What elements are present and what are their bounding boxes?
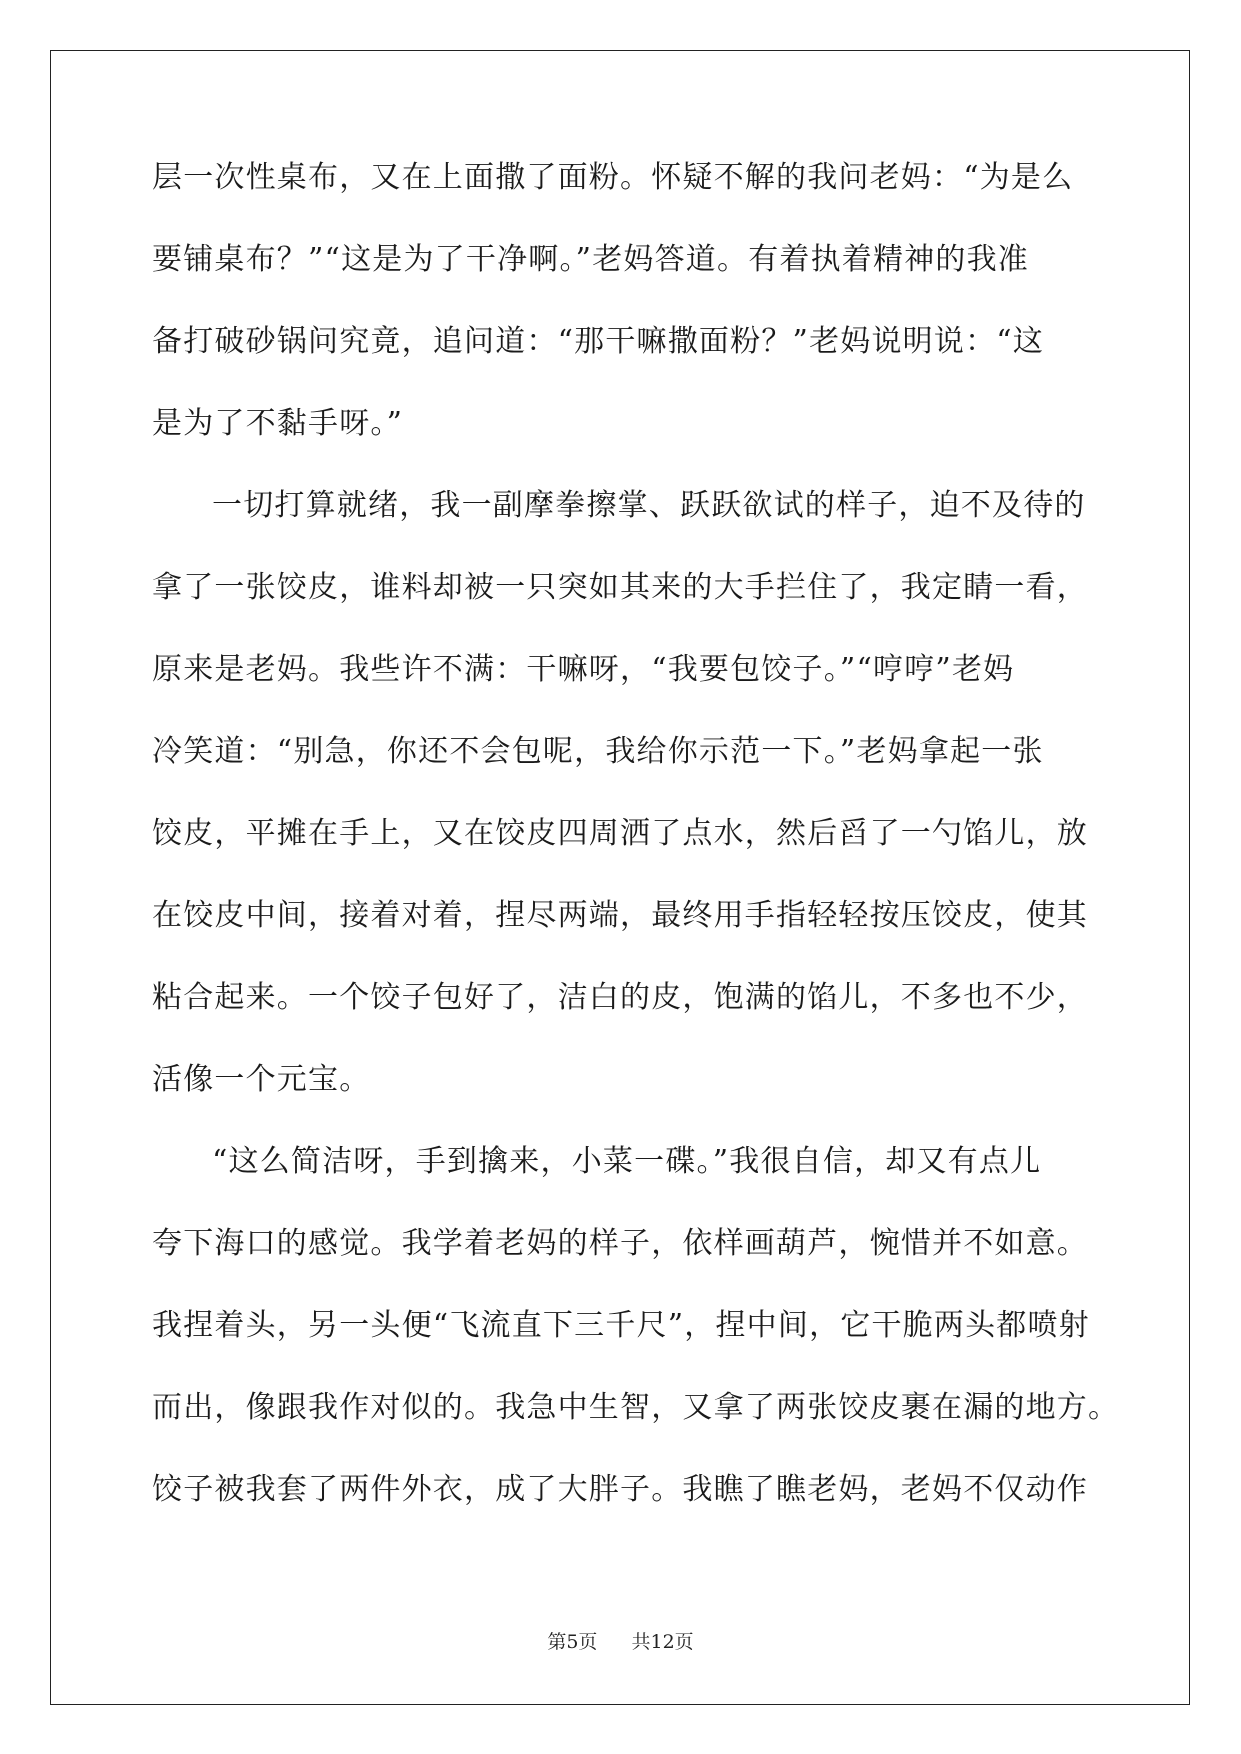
document-body — [152, 158, 1120, 1552]
text-line: 夸下海口的感觉。我学着老妈的样子，依样画葫芦，惋惜并不如意。 — [152, 1226, 1088, 1261]
text-line: 活像一个元宝。 — [152, 1062, 371, 1097]
text-line: 拿了一张饺皮，谁料却被一只突如其来的大手拦住了，我定睛一看， — [152, 570, 1088, 605]
text-line: 原来是老妈。我些许不满：干嘛呀，“我要包饺子。”“哼哼”老妈 — [152, 652, 1015, 687]
text-line: 而出，像跟我作对似的。我急中生智，又拿了两张饺皮裹在漏的地方。 — [152, 1390, 1120, 1425]
page-footer — [0, 1627, 1241, 1654]
text-line: 在饺皮中间，接着对着，捏尽两端，最终用手指轻轻按压饺皮，使其 — [152, 898, 1088, 933]
text-line: 是为了不黏手呀。” — [152, 406, 404, 441]
paragraph-start-line: 一切打算就绪，我一副摩拳擦掌、跃跃欲试的样子，迫不及待的 — [212, 488, 1086, 523]
page-total: 共12页 — [631, 1631, 694, 1653]
text-line: 要铺桌布？”“这是为了干净啊。”老妈答道。有着执着精神的我准 — [152, 242, 1030, 277]
text-line: 备打破砂锅问究竟，追问道：“那干嘛撒面粉？”老妈说明说：“这 — [152, 324, 1045, 359]
text-line: 粘合起来。一个饺子包好了，洁白的皮，饱满的馅儿，不多也不少， — [152, 980, 1088, 1015]
paragraph-start-line: “这么简洁呀，手到擒来，小菜一碟。”我很自信，却又有点儿 — [212, 1144, 1042, 1179]
page-number: 第5页 — [547, 1631, 598, 1653]
text-line: 层一次性桌布，又在上面撒了面粉。怀疑不解的我问老妈：“为是么 — [152, 160, 1074, 195]
text-line: 饺皮，平摊在手上，又在饺皮四周洒了点水，然后舀了一勺馅儿，放 — [152, 816, 1088, 851]
text-line: 饺子被我套了两件外衣，成了大胖子。我瞧了瞧老妈，老妈不仅动作 — [152, 1472, 1088, 1507]
text-line: 冷笑道：“别急，你还不会包呢，我给你示范一下。”老妈拿起一张 — [152, 734, 1044, 769]
text-line: 我捏着头，另一头便“飞流直下三千尺”，捏中间，它干脆两头都喷射 — [152, 1308, 1090, 1343]
